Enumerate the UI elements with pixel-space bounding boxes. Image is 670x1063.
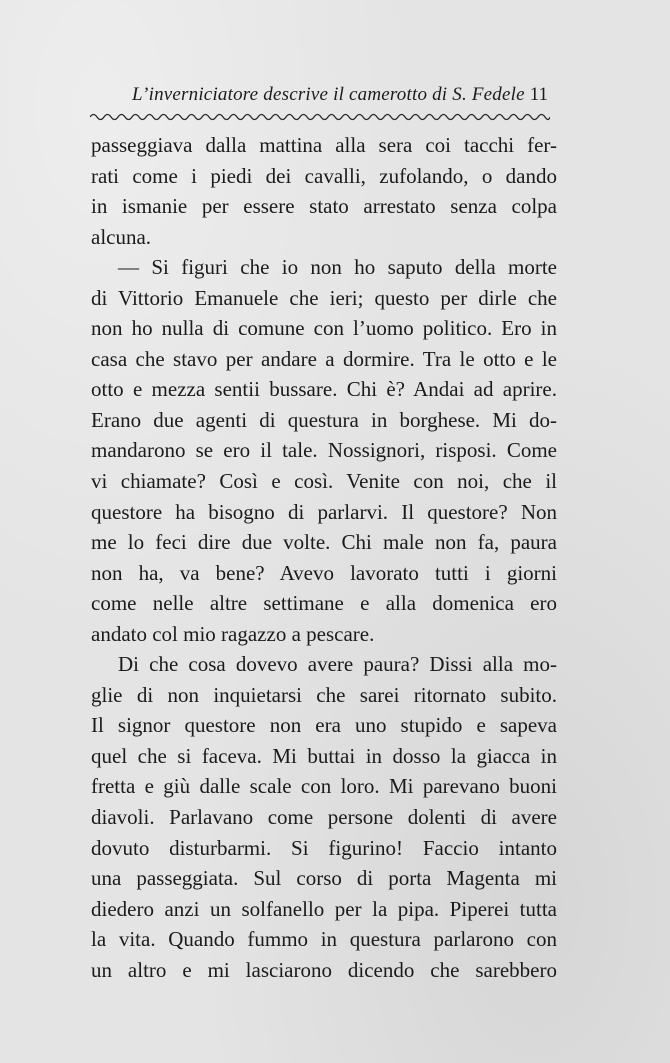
text-line: vi chiamate? Così e così. Venite con noi, che il	[91, 469, 557, 494]
text-line: non ho nulla di comune con l’uomo politico. Ero in	[91, 316, 557, 341]
text-line: — Si figuri che io non ho saputo della morte	[118, 255, 557, 280]
text-line: quel che si faceva. Mi buttai in dosso la giacca in	[91, 743, 557, 768]
wavy-rule-divider	[90, 111, 550, 123]
text-line: Erano due agenti di questura in borghese. Mi do-	[91, 407, 557, 432]
text-line: casa che stavo per andare a dormire. Tra le otto e le	[91, 346, 557, 371]
text-line: dovuto disturbarmi. Si figurino! Faccio intanto	[91, 835, 557, 860]
body-text	[91, 130, 557, 985]
text-line: fretta e giù dalle scale con loro. Mi parevano buoni	[91, 774, 557, 799]
text-line: non ha, va bene? Avevo lavorato tutti i giorni	[91, 560, 557, 585]
text-line: alcuna.	[91, 224, 152, 249]
text-line: diedero anzi un solfanello per la pipa. Piperei tutta	[91, 896, 557, 921]
text-line: questore ha bisogno di parlarvi. Il questore? Non	[91, 499, 557, 524]
running-title: L’inverniciatore descrive il camerotto di S. Fedele	[132, 84, 525, 105]
text-line: di Vittorio Emanuele che ieri; questo per dirle che	[91, 285, 557, 310]
text-line: otto e mezza sentii bussare. Chi è? Andai ad aprire.	[91, 377, 557, 402]
text-line: andato col mio ragazzo a pescare.	[91, 621, 375, 646]
text-line: mandarono se ero il tale. Nossignori, risposi. Come	[91, 438, 557, 463]
text-line: in ismanie per essere stato arrestato senza colpa	[91, 194, 557, 219]
text-line: diavoli. Parlavano come persone dolenti di avere	[91, 805, 557, 830]
text-line: rati come i piedi dei cavalli, zufolando, o dando	[91, 163, 557, 188]
text-line: Il signor questore non era uno stupido e sapeva	[91, 713, 557, 738]
running-header	[92, 84, 548, 110]
text-line: una passeggiata. Sul corso di porta Magenta mi	[91, 866, 557, 891]
text-line: come nelle altre settimane e alla domenica ero	[91, 591, 557, 616]
text-line: un altro e mi lasciarono dicendo che sarebbero	[91, 957, 557, 982]
text-line: passeggiava dalla mattina alla sera coi tacchi fer-	[91, 133, 557, 157]
page-number: 11	[529, 84, 548, 105]
text-line: me lo feci dire due volte. Chi male non fa, paura	[91, 530, 557, 555]
text-line: la vita. Quando fummo in questura parlarono con	[91, 927, 557, 952]
text-line: glie di non inquietarsi che sarei ritornato subito.	[91, 682, 557, 707]
text-line: Di che cosa dovevo avere paura? Dissi alla mo-	[118, 652, 557, 677]
